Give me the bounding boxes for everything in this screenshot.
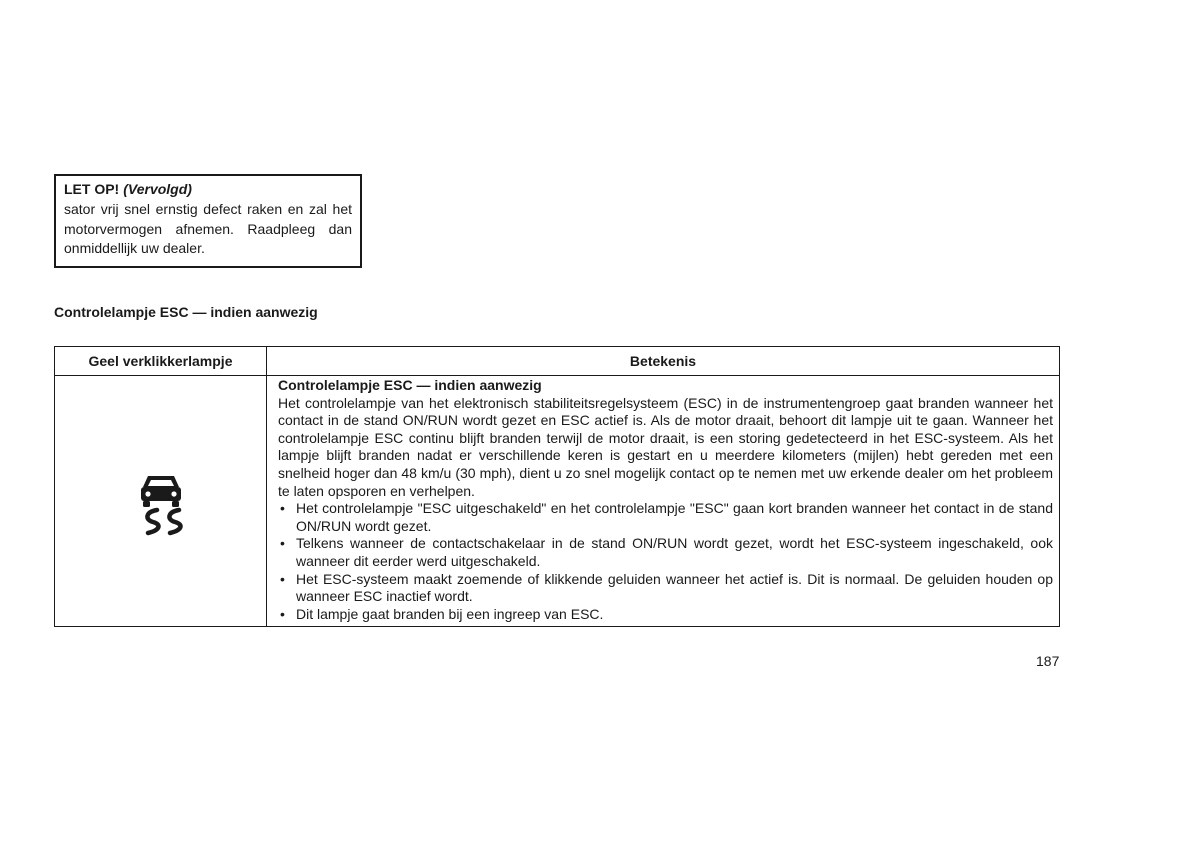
list-item: • Het controlelampje "ESC uitgeschakeld" en het controlelampje "ESC" gaan kort branden wanneer het contact in de stand ON/RUN wordt gezet. — [278, 500, 1053, 535]
header-lamp: Geel verklikkerlampje — [55, 347, 267, 376]
header-meaning: Betekenis — [267, 347, 1060, 376]
meaning-cell — [267, 376, 1060, 627]
cell-heading: Controlelampje ESC — indien aanwezig — [278, 377, 542, 393]
caution-continued-label: (Vervolgd) — [123, 181, 192, 197]
indicator-table — [54, 346, 1060, 627]
list-item: • Dit lampje gaat branden bij een ingreep van ESC. — [278, 606, 1053, 624]
list-item: • Het ESC-systeem maakt zoemende of klikkende geluiden wanneer het actief is. Dit is normaal. De geluiden houden op wanneer ESC inactief wordt. — [278, 571, 1053, 606]
bullet-list — [278, 500, 1053, 623]
list-item: • Telkens wanneer de contactschakelaar in de stand ON/RUN wordt gezet, wordt het ESC-systeem ingeschakeld, ook wanneer dit eerder werd uitgeschakeld. — [278, 535, 1053, 570]
caution-box — [54, 174, 362, 268]
page-number: 187 — [1036, 653, 1060, 669]
esc-skid-car-icon — [131, 474, 191, 536]
icon-cell — [55, 376, 267, 627]
caution-body: sator vrij snel ernstig defect raken en zal het motorvermogen afnemen. Raadpleeg dan onmiddellijk uw dealer. — [64, 201, 352, 256]
caution-title — [64, 180, 352, 198]
description-paragraph: Het controlelampje van het elektronisch stabiliteitsregelsysteem (ESC) in de instrumentengroep gaat branden wanneer het contact in de stand ON/RUN wordt gezet en ESC actief is. Als de motor draait, behoort dit lampje uit te gaan. Wanneer het controlelampje ESC continu blijft branden terwijl de motor draait, is een storing gedetecteerd in het ESC-systeem. Als het lampje blijft branden nadat er verschillende keren is gestart en u meerdere kilometers (mijlen) hebt gereden met een snelheid hoger dan 48 km/u (30 mph), dient u zo snel mogelijk contact op te nemen met uw erkende dealer om het probleem te laten opsporen en verhelpen. — [278, 394, 1053, 499]
caution-title-label: LET OP! — [64, 181, 120, 197]
table-row — [55, 376, 1060, 627]
table-header-row — [55, 347, 1060, 376]
section-heading: Controlelampje ESC — indien aanwezig — [54, 304, 318, 320]
